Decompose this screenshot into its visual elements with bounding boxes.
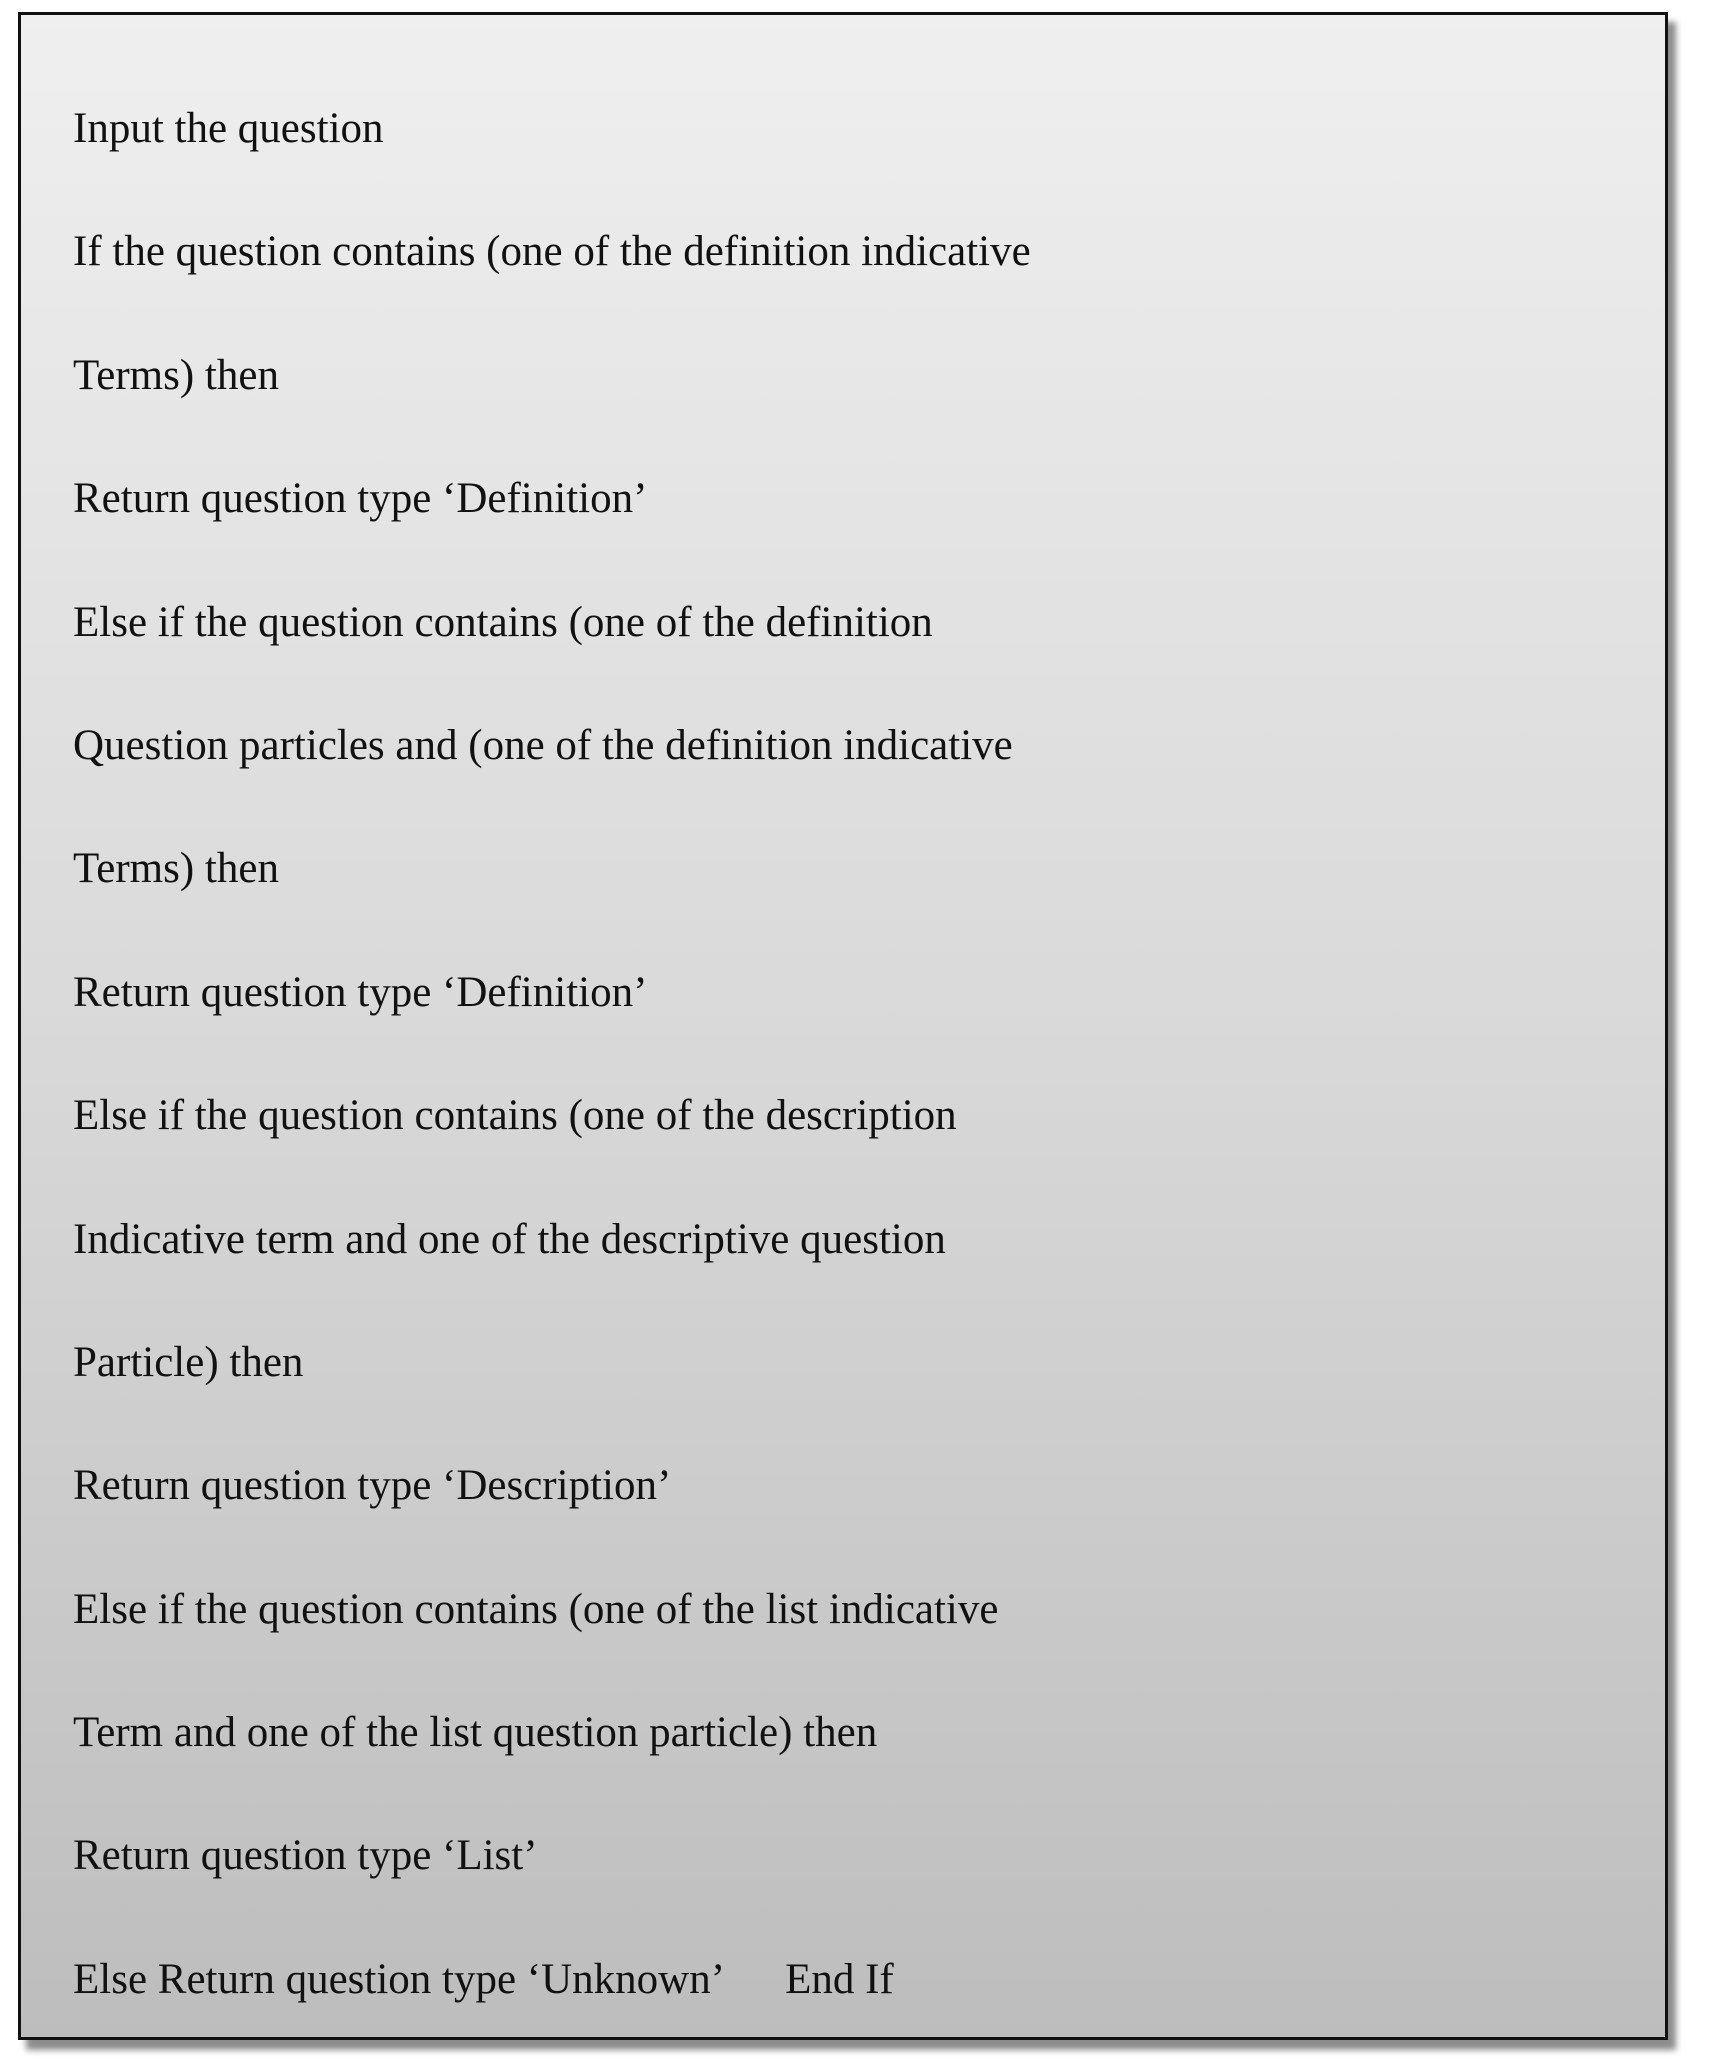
algorithm-line: Else if the question contains (one of the definition: [73, 598, 933, 646]
algorithm-line: If the question contains (one of the definition indicative: [73, 228, 1031, 276]
algorithm-line: Return question type ‘Description’: [73, 1462, 672, 1510]
algorithm-box: [18, 12, 1668, 2040]
end-if: End If: [785, 1955, 894, 2003]
algorithm-lines: [73, 67, 1625, 2041]
algorithm-line: Indicative term and one of the descriptive question: [73, 1215, 946, 1263]
algorithm-line: Return question type ‘List’: [73, 1832, 538, 1880]
algorithm-line: Terms) then: [73, 845, 279, 893]
algorithm-line: Else if the question contains (one of the description: [73, 1092, 957, 1140]
algorithm-line: Input the question: [73, 105, 384, 152]
algorithm-line: Question particles and (one of the definition indicative: [73, 721, 1013, 769]
algorithm-line: Return question type ‘Definition’: [73, 968, 648, 1016]
algorithm-line: Terms) then: [73, 351, 279, 399]
else-return-unknown: Else Return question type ‘Unknown’: [73, 1955, 726, 2003]
algorithm-last-line: [73, 1918, 1625, 2041]
algorithm-line: Term and one of the list question particle) then: [73, 1709, 878, 1757]
algorithm-line: Particle) then: [73, 1338, 304, 1386]
algorithm-line: Else if the question contains (one of the list indicative: [73, 1585, 999, 1633]
algorithm-line: Return question type ‘Definition’: [73, 475, 648, 523]
